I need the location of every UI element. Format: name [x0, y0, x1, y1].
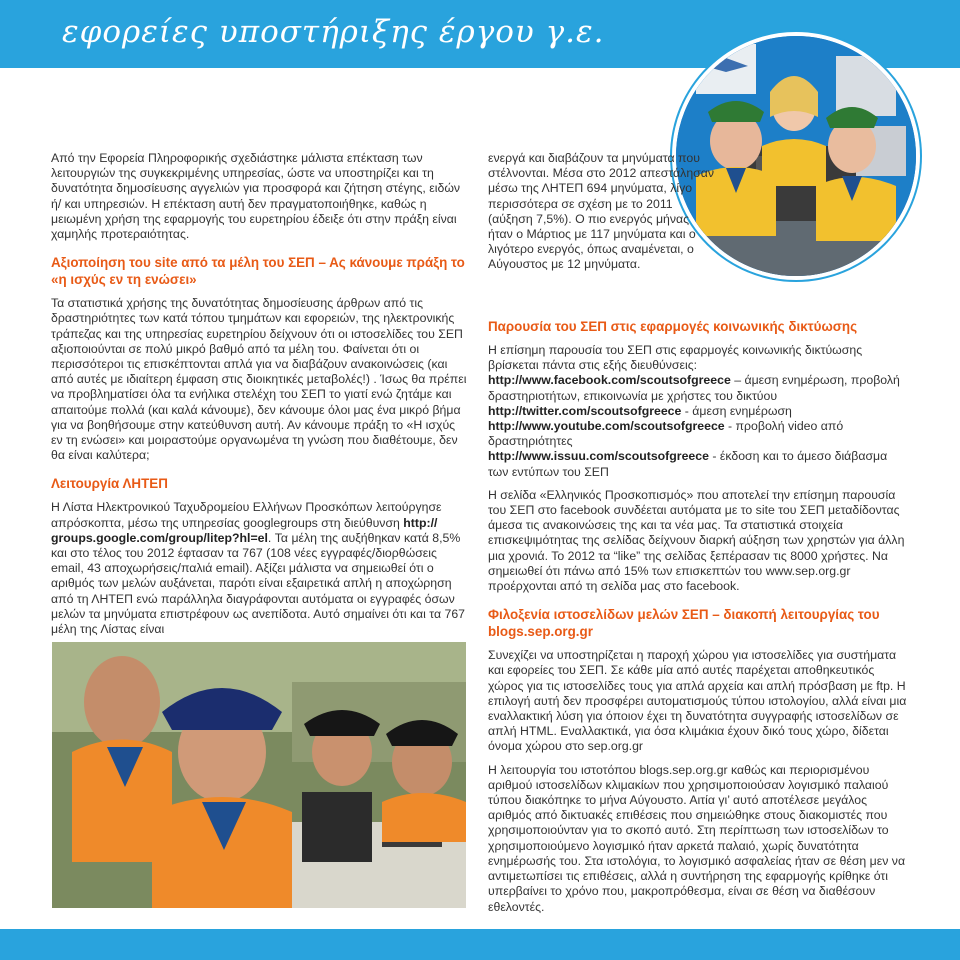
- heading-site-usage: Αξιοποίηση του site από τα μέλη του ΣΕΠ – Ας κάνουμε πράξη το «η ισχύς εν τη ενώσει»: [51, 255, 465, 288]
- heading-litep: Λειτουργία ΛΗΤΕΠ: [51, 476, 168, 492]
- bottom-photo: [52, 642, 466, 908]
- social-link-twitter: http://twitter.com/scoutsofgreece - άμεση ενημέρωση: [488, 403, 792, 418]
- litep-paragraph: Η Λίστα Ηλεκτρονικού Ταχυδρομείου Ελλήνων Προσκόπων λειτούργησε απρόσκοπτα, μέσω της υπηρεσίας googlegroups στη διεύθυνση http:// groups.google.com/group/litep?hl=el. Τα μέλη της αυξήθηκαν κατά 8,5% και στο τέλος του 2012 έφτασαν τα 767 (108 νέες εγγραφές/διορθώσεις email, 43 αποχωρήσεις/παλιά email). Αξίζει μάλιστα να σημειωθεί ότι ο αριθμός των μελών αυξάνεται, παρότι είναι εξαιρετικά απλή η αποχώρηση από τη ΛΗΤΕΠ ενώ παράλληλα διαγράφονται αυτόματα οι εγγραφές όσων μελών τα μηνύματα επιστρέφουν ως ανεπίδοτα. Αυτό σημαίνει ότι και τα 767 μέλη της Λίστας είναι: [51, 500, 466, 637]
- social-link-facebook: http://www.facebook.com/scoutsofgreece – άμεση ενημέρωση, προβολή δραστηριοτήτων, επικοινωνία με χρήστες του δικτύου: [488, 373, 900, 403]
- social-link-youtube: http://www.youtube.com/scoutsofgreece - προβολή video από δραστηριότητες: [488, 419, 844, 449]
- social-intro: Η επίσημη παρουσία του ΣΕΠ στις εφαρμογές κοινωνικής δικτύωσης βρίσκεται πάντα στις εξής διευθύνσεις:: [488, 343, 863, 373]
- blogs-paragraph: Η λειτουργία του ιστοτόπου blogs.sep.org.gr καθώς και περιορισμένου αριθμού ιστοσελίδων κλιμακίων που χρησιμοποιούσαν λογισμικό παλαιού τύπου διακόπηκε το μήνα Αύγουστο. Αιτία γι’ αυτό αποτέλεσε μεγάλος αριθμός από δικτυακές επιθέσεις που σημειώθηκε στους διακομιστές που χρησιμοποιούνταν για το σκοπό αυτό. Στη περίπτωση των ιστοσελίδων το χρησιμοποιούμενο λογισμικό ήταν αρκετά παλαιό, χωρίς δυνατότητα ενημέρωσής του. Στα ιστολόγια, το λογισμικό ασφαλείας ήταν σε θέση μεν να αντιμετωπίσει τις επιθέσεις, αλλά η συντήρηση της εφαρμογής κρίθηκε ότι υπερβαίνει το χρόνο που, μακροπρόθεσμα, είναι σε θέση να διαθέσουν εθελοντές.: [488, 762, 906, 914]
- page-title: εφορείες υποστήριξης έργου γ.ε.: [62, 14, 605, 50]
- litep-continued-paragraph: ενεργά και διαβάζουν τα μηνύματα που στέλνονται. Μέσα στο 2012 απεστάλησαν μέσω της ΛΗΤΕΠ 694 μηνύματα, λίγο περισσότερα σε σχέση με το 2011 (αύξηση 7,5%). Ο πιο ενεργός μήνας ήταν ο Μάρτιος με 117 μηνύματα και ο λιγότερο ενεργός, όπως αναμένεται, ο Αύγουστος με 12 μηνύματα.: [488, 151, 715, 272]
- intro-paragraph: Από την Εφορεία Πληροφορικής σχεδιάστηκε μάλιστα επέκταση των λειτουργιών της συγκεκριμένης υπηρεσίας, ώστε να υποστηρίζει και τη δυνατότητα δημοσίευσης αγγελιών για προσφορά και ζήτηση στέγης, ειδών ή/ και υπηρεσιών. Η επέκταση αυτή δεν πραγματοποιήθηκε, καθώς η μειωμένη χρήση της εφαρμογής του ευρετηρίου έδειξε ότι στην πράξη είναι χαμηλής προτεραιότητας.: [51, 151, 461, 242]
- litep-link[interactable]: http:// groups.google.com/group/litep?hl=el: [51, 515, 438, 545]
- heading-social: Παρουσία του ΣΕΠ στις εφαρμογές κοινωνικής δικτύωσης: [488, 319, 858, 334]
- left-column: [51, 151, 469, 637]
- hosting-paragraph: Συνεχίζει να υποστηρίζεται η παροχή χώρου για ιστοσελίδες για συστήματα και εφορείες του ΣΕΠ. Σε κάθε μία από αυτές παρέχεται αποθηκευτικός χώρος για τις ιστοσελίδες τους για απλά αρχεία και απλή πρόσβαση με ftp. Η επιλογή αυτή δεν προσφέρει αυτοματισμούς τύπου ιστολογίου, αλλά είναι μια εναλλακτική λύση για όποιον έχει τη δυνατότητα συγγραφής ιστοσελίδων σε απλή HTML. Εναλλακτικά, για όσα κλιμάκια έχουν δικό τους χώρο, δίδεται όνομα χώρου στο sep.org.gr: [488, 648, 907, 754]
- right-top-column: [488, 151, 714, 273]
- footer-bar: [0, 929, 960, 960]
- scouts-radio-photo: [52, 642, 466, 908]
- right-column: [488, 318, 908, 915]
- site-usage-paragraph: Τα στατιστικά χρήσης της δυνατότητας δημοσίευσης άρθρων από τις δραστηριότητες των κατά τόπου τμημάτων και εφορειών, της ηλεκτρονικής τράπεζας και της υπηρεσίας ευρετηρίου δείχνουν ότι οι ιστοσελίδες του ΣΕΠ αξιοποιούνται σε πολύ μικρό βαθμό από τα μέλη του. Φαίνεται ότι οι περισσότεροι τις επισκέπτονται απλά για να διαβάζουν ανακοινώσεις (και από αυτές με ιδιαίτερη έμφαση στις διοικητικές μεταβολές!) . Ίσως θα πρέπει να προβληματίσει όλα τα ενήλικα στελέχη του ΣΕΠ το γιατί ενώ ζητάμε και απαιτούμε πολλά (και καλά κάνουμε), δεν κάνουμε όλοι μας ένα μικρό βήμα για να βοηθήσουμε στην κατεύθυνση αυτή. Αν κάνουμε πράξη το «Η ισχύς εν τη ενώσει» και μοιραστούμε οργανωμένα τη γνώση που διαθέτουμε, δεν θα είναι καλύτερα;: [51, 296, 467, 463]
- heading-hosting: Φιλοξενία ιστοσελίδων μελών ΣΕΠ – διακοπή λειτουργίας του blogs.sep.org.gr: [488, 607, 880, 640]
- social-link-issuu: http://www.issuu.com/scoutsofgreece - έκδοση και το άμεσο διάβασμα των εντύπων του ΣΕΠ: [488, 449, 888, 479]
- facebook-paragraph: Η σελίδα «Ελληνικός Προσκοπισμός» που αποτελεί την επίσημη παρουσία του ΣΕΠ στο facebook συνδέεται αυτόματα με το site του ΣΕΠ μεταδίδοντας άμεσα τις ανακοινώσεις της και τα νέα μας. Τα στατιστικά στοιχεία επισκεψιμότητας της σελίδας δείχνουν διαρκή αύξηση των χρηστών για άλλη μια χρονιά. Το 2012 τα “like” της σελίδας ξεπέρασαν τις 8000 χρήστες. Να σημειωθεί ότι πάνω από 15% των επισκεπτών του www.sep.org.gr προέρχονται από τη σελίδα μας στο facebook.: [488, 487, 905, 594]
